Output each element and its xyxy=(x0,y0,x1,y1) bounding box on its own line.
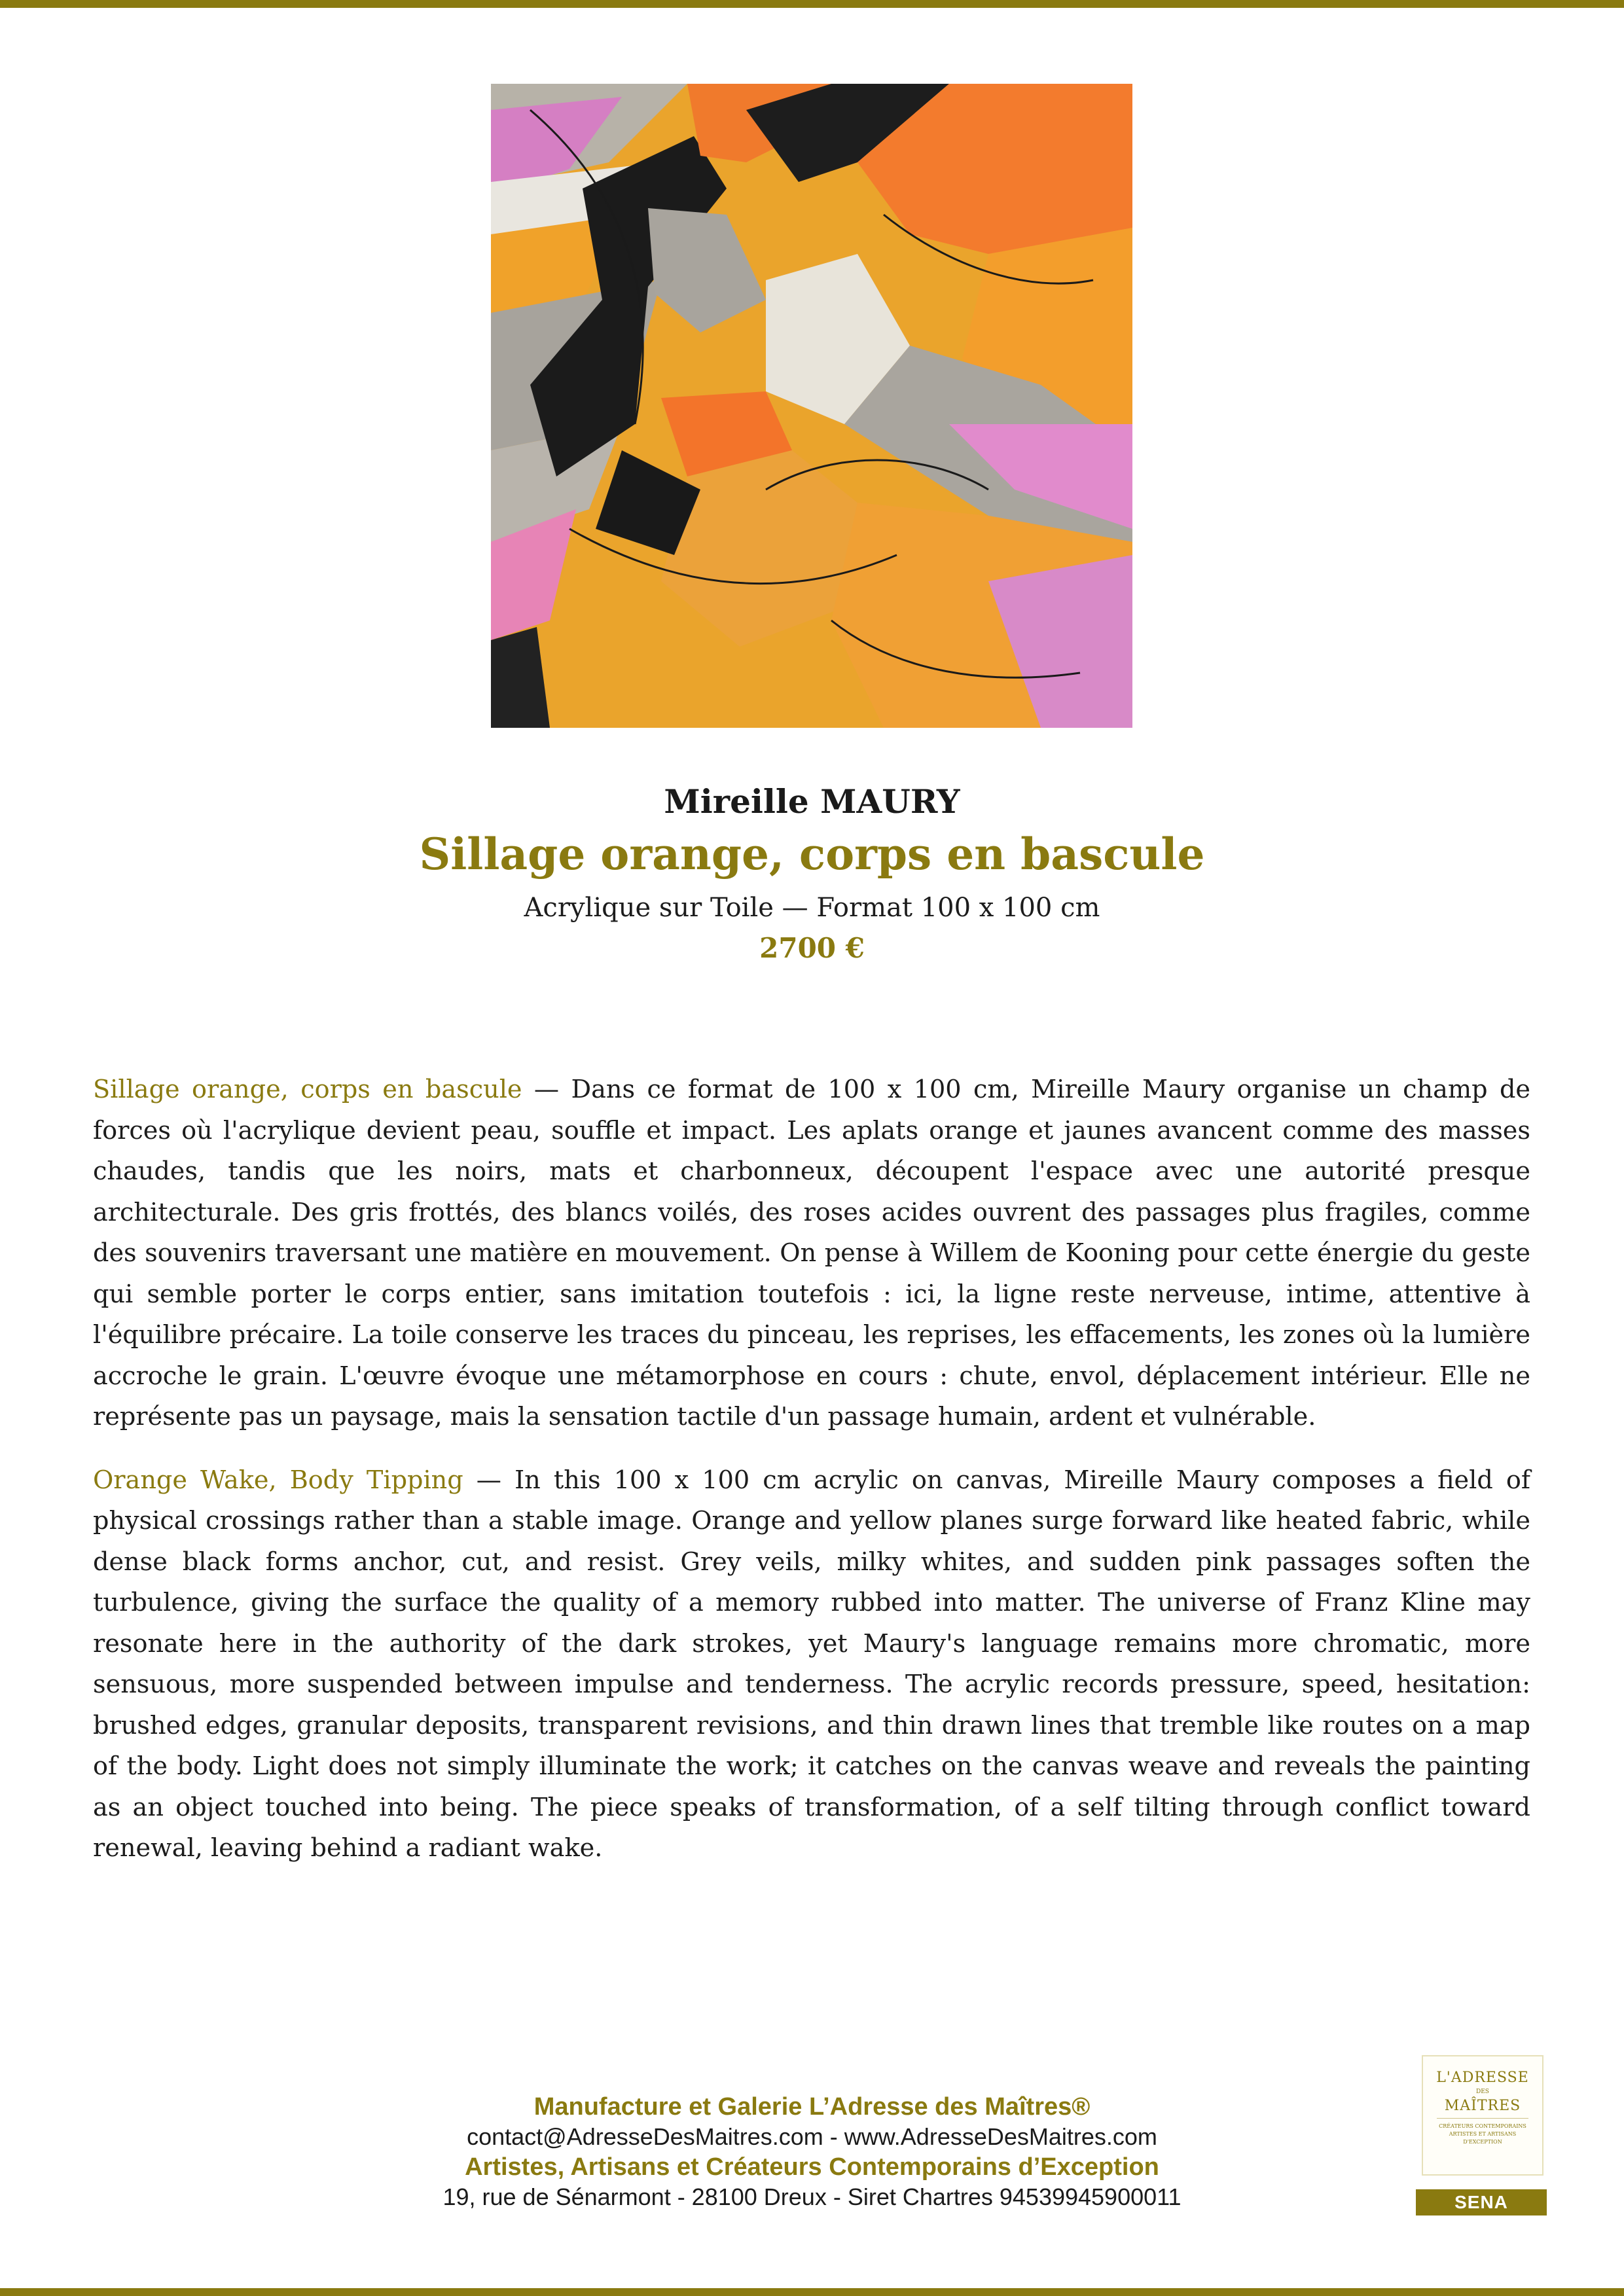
footer-gallery-name: Manufacture et Galerie L’Adresse des Maîtres® xyxy=(533,2093,1091,2121)
artwork-header xyxy=(0,779,1624,969)
description-french-lead: Sillage orange, corps en bascule xyxy=(93,1075,522,1104)
artwork-medium: Acrylique sur Toile — Format 100 x 100 cm xyxy=(524,893,1100,923)
artwork-price: 2700 € xyxy=(759,932,865,964)
description-english-text: — In this 100 x 100 cm acrylic on canvas, Mireille Maury composes a field of physical crossings rather than a stable image. Orange and yellow planes surge forward like heated fabric, while dense black forms anchor, cut, and resist. Grey veils, milky whites, and sudden pink passages soften the turbulence, giving the surface the quality of a memory rubbed into matter. The universe of Franz Kline may resonate here in the authority of the dark strokes, yet Maury's language remains more chromatic, more sensuous, more suspended between impulse and tenderness. The acrylic records pressure, speed, hesitation: brushed edges, granular deposits, transparent revisions, and thin drawn lines that tremble like routes on a map of the body. Light does not simply illuminate the work; it catches on the canvas weave and reveals the painting as an object touched into being. The piece speaks of transformation, of a self tilting through conflict toward renewal, leaving behind a radiant wake. xyxy=(93,1465,1531,1863)
artist-name: Mireille MAURY xyxy=(664,782,960,821)
footer-contact: contact@AdresseDesMaitres.com - www.AdresseDesMaitres.com xyxy=(467,2123,1157,2150)
abstract-painting xyxy=(491,84,1132,728)
description-english-lead: Orange Wake, Body Tipping xyxy=(93,1465,463,1495)
sena-badge: SENA xyxy=(1416,2189,1547,2215)
logo-line-2: DES xyxy=(1476,2089,1489,2095)
footer-tagline: Artistes, Artisans et Créateurs Contemporains d’Exception xyxy=(465,2153,1159,2181)
description-french-text: — Dans ce format de 100 x 100 cm, Mireille Maury organise un champ de forces où l'acrylique devient peau, souffle et impact. Les aplats orange et jaunes avancent comme des masses chaudes, tandis que les noirs, mats et charbonneux, découpent l'espace avec une autorité presque architecturale. Des gris frottés, des blancs voilés, des roses acides ouvrent des passages plus fragiles, comme des souvenirs traversant une matière en mouvement. On pense à Willem de Kooning pour cette énergie du geste qui semble porter le corps entier, sans imitation toutefois : ici, la ligne reste nerveuse, intime, attentive à l'équilibre précaire. La toile conserve les traces du pinceau, les reprises, les effacements, les zones où la lumière accroche le grain. L'œuvre évoque une métamorphose en cours : chute, envol, déplacement intérieur. Elle ne représente pas un paysage, mais la sensation tactile d'un passage humain, ardent et vulnérable. xyxy=(93,1075,1530,1431)
description-block xyxy=(93,1069,1530,1892)
top-gold-rule xyxy=(0,0,1624,8)
page-footer xyxy=(0,2092,1624,2212)
description-english xyxy=(93,1460,1530,1869)
gallery-logo xyxy=(1422,2055,1543,2176)
logo-line-4: CRÉATEURS CONTEMPORAINS ARTISTES ET ARTISANS D'EXCEPTION xyxy=(1439,2123,1526,2145)
artwork-image xyxy=(491,84,1132,728)
bottom-gold-rule xyxy=(0,2288,1624,2296)
logo-line-1: L'ADRESSE xyxy=(1436,2070,1529,2086)
logo-line-3: MAÎTRES xyxy=(1444,2098,1521,2114)
description-french xyxy=(93,1069,1530,1438)
footer-address: 19, rue de Sénarmont - 28100 Dreux - Siret Chartres 94539945900011 xyxy=(442,2183,1182,2210)
artwork-title: Sillage orange, corps en bascule xyxy=(419,829,1205,880)
logo-separator xyxy=(1437,2118,1528,2119)
